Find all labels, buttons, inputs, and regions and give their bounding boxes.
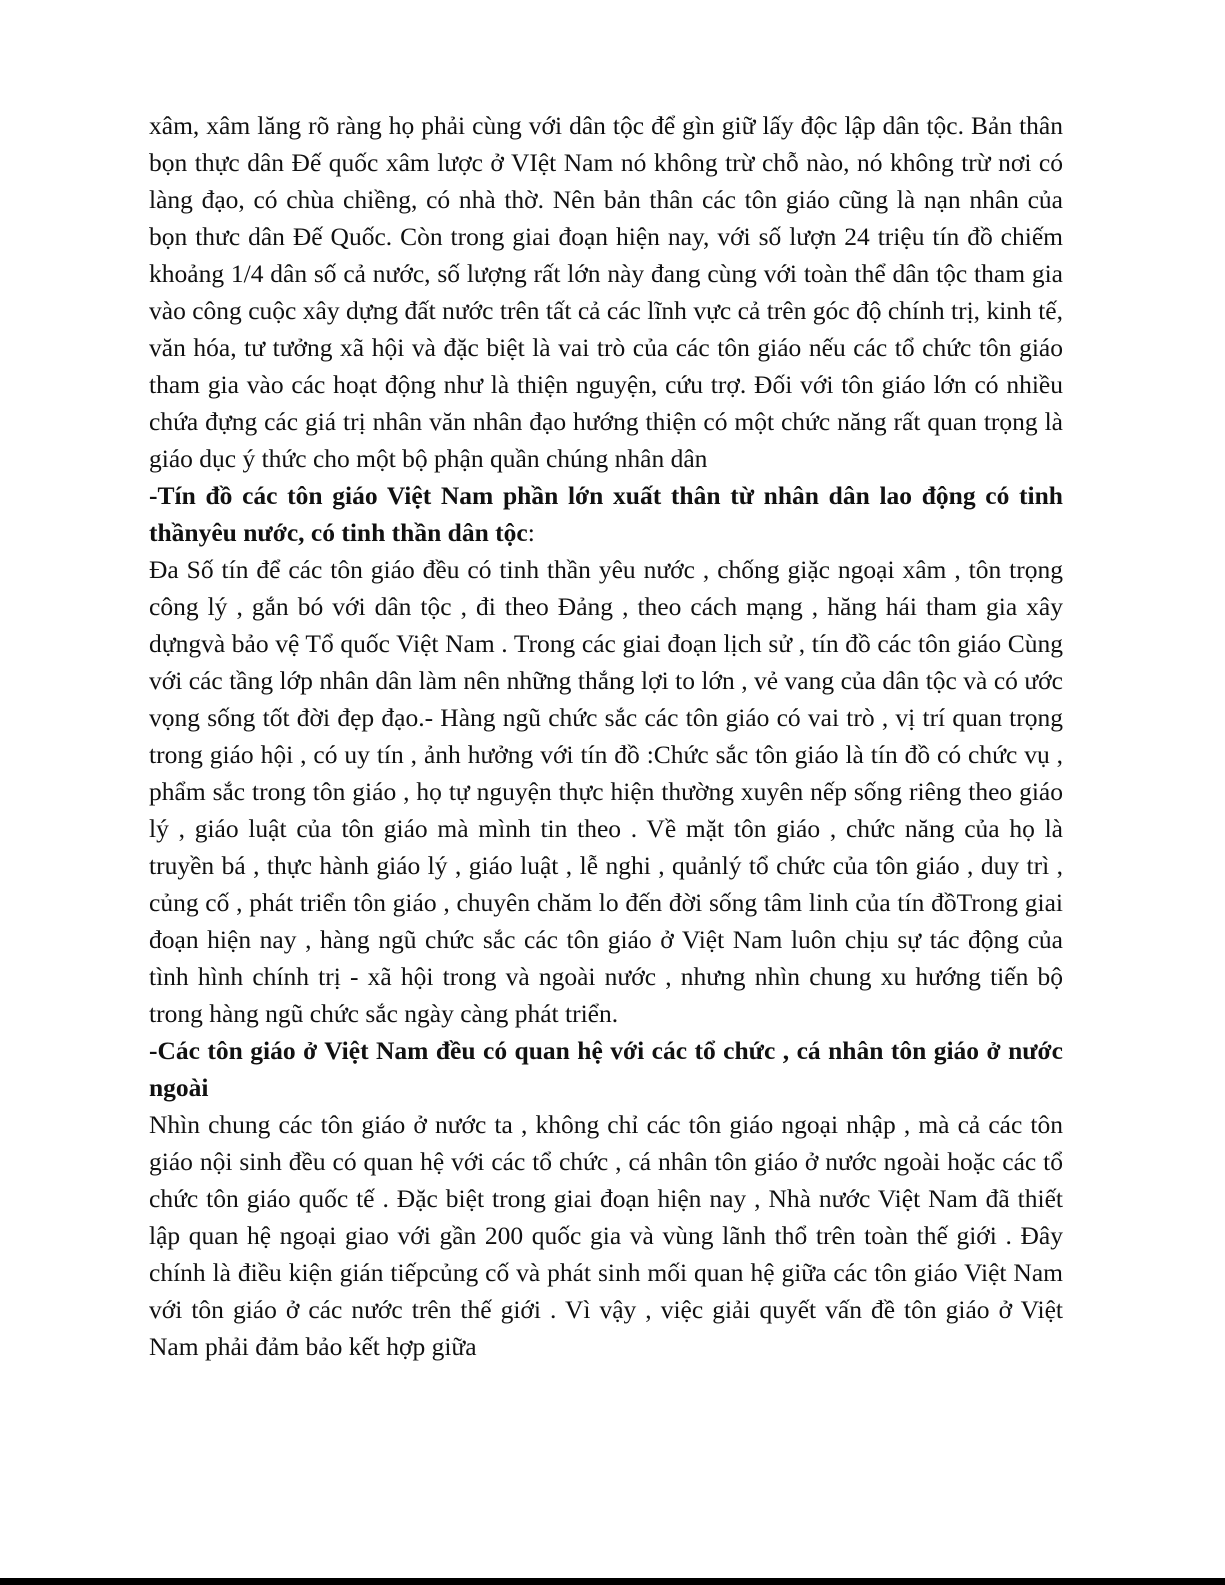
page-bottom-border — [0, 1578, 1225, 1585]
heading-foreign-relations: -Các tôn giáo ở Việt Nam đều có quan hệ với các tổ chức , cá nhân tôn giáo ở nước ngoài — [149, 1036, 1063, 1102]
document-page — [149, 107, 1063, 1365]
paragraph-clergy-role: Đa Số tín để các tôn giáo đều có tinh thần yêu nước , chống giặc ngoại xâm , tôn trọng công lý , gắn bó với dân tộc , đi theo Đảng , theo cách mạng , hăng hái tham gia xây dựngvà bảo vệ Tổ quốc Việt Nam . Trong các giai đoạn lịch sử , tín đồ các tôn giáo Cùng với các tầng lớp nhân dân làm nên những thắng lợi to lớn , vẻ vang của dân tộc và có ước vọng sống tốt đời đẹp đạo.- Hàng ngũ chức sắc các tôn giáo có vai trò , vị trí quan trọng trong giáo hội , có uy tín , ảnh hưởng với tín đồ :Chức sắc tôn giáo là tín đồ có chức vụ , phẩm sắc trong tôn giáo , họ tự nguyện thực hiện thường xuyên nếp sống riêng theo giáo lý , giáo luật của tôn giáo mà mình tin theo . Về mặt tôn giáo , chức năng của họ là truyền bá , thực hành giáo lý , giáo luật , lễ nghi , quảnlý tổ chức của tôn giáo , duy trì , củng cố , phát triển tôn giáo , chuyên chăm lo đến đời sống tâm linh của tín đồTrong giai đoạn hiện nay , hàng ngũ chức sắc các tôn giáo ở Việt Nam luôn chịu sự tác động của tình hình chính trị - xã hội trong và ngoài nước , nhưng nhìn chung xu hướng tiến bộ trong hàng ngũ chức sắc ngày càng phát triển. — [149, 555, 1063, 1028]
heading-believers-patriotism — [149, 477, 1063, 551]
heading-colon: : — [527, 518, 535, 547]
paragraph-national-unity: xâm, xâm lăng rõ ràng họ phải cùng với dân tộc để gìn giữ lấy độc lập dân tộc. Bản thân bọn thực dân Đế quốc xâm lược ở VIệt Nam nó không trừ chỗ nào, nó không trừ nơi có làng đạo, có chùa chiềng, có nhà thờ. Nên bản thân các tôn giáo cũng là nạn nhân của bọn thưc dân Đế Quốc. Còn trong giai đoạn hiện nay, với số lượn 24 triệu tín đồ chiếm khoảng 1/4 dân số cả nước, số lượng rất lớn này đang cùng với toàn thể dân tộc tham gia vào công cuộc xây dựng đất nước trên tất cả các lĩnh vực cả trên góc độ chính trị, kinh tế, văn hóa, tư tưởng xã hội và đặc biệt là vai trò của các tôn giáo nếu các tổ chức tôn giáo tham gia vào các hoạt động như là thiện nguyện, cứu trợ. Đối với tôn giáo lớn có nhiều chứa đựng các giá trị nhân văn nhân đạo hướng thiện có một chức năng rất quan trọng là giáo dục ý thức cho một bộ phận quần chúng nhân dân — [149, 111, 1063, 473]
paragraph-foreign-relations: Nhìn chung các tôn giáo ở nước ta , không chỉ các tôn giáo ngoại nhập , mà cả các tôn giáo nội sinh đều có quan hệ với các tổ chức , cá nhân tôn giáo ở nước ngoài hoặc các tổ chức tôn giáo quốc tế . Đặc biệt trong giai đoạn hiện nay , Nhà nước Việt Nam đã thiết lập quan hệ ngoại giao với gần 200 quốc gia và vùng lãnh thổ trên toàn thế giới . Đây chính là điều kiện gián tiếpcủng cố và phát sinh mối quan hệ giữa các tôn giáo Việt Nam với tôn giáo ở các nước trên thế giới . Vì vậy , việc giải quyết vấn đề tôn giáo ở Việt Nam phải đảm bảo kết hợp giữa — [149, 1110, 1063, 1361]
heading-believers-patriotism-text: -Tín đồ các tôn giáo Việt Nam phần lớn xuất thân từ nhân dân lao động có tinh thầnyêu nước, có tinh thần dân tộc — [149, 481, 1063, 547]
